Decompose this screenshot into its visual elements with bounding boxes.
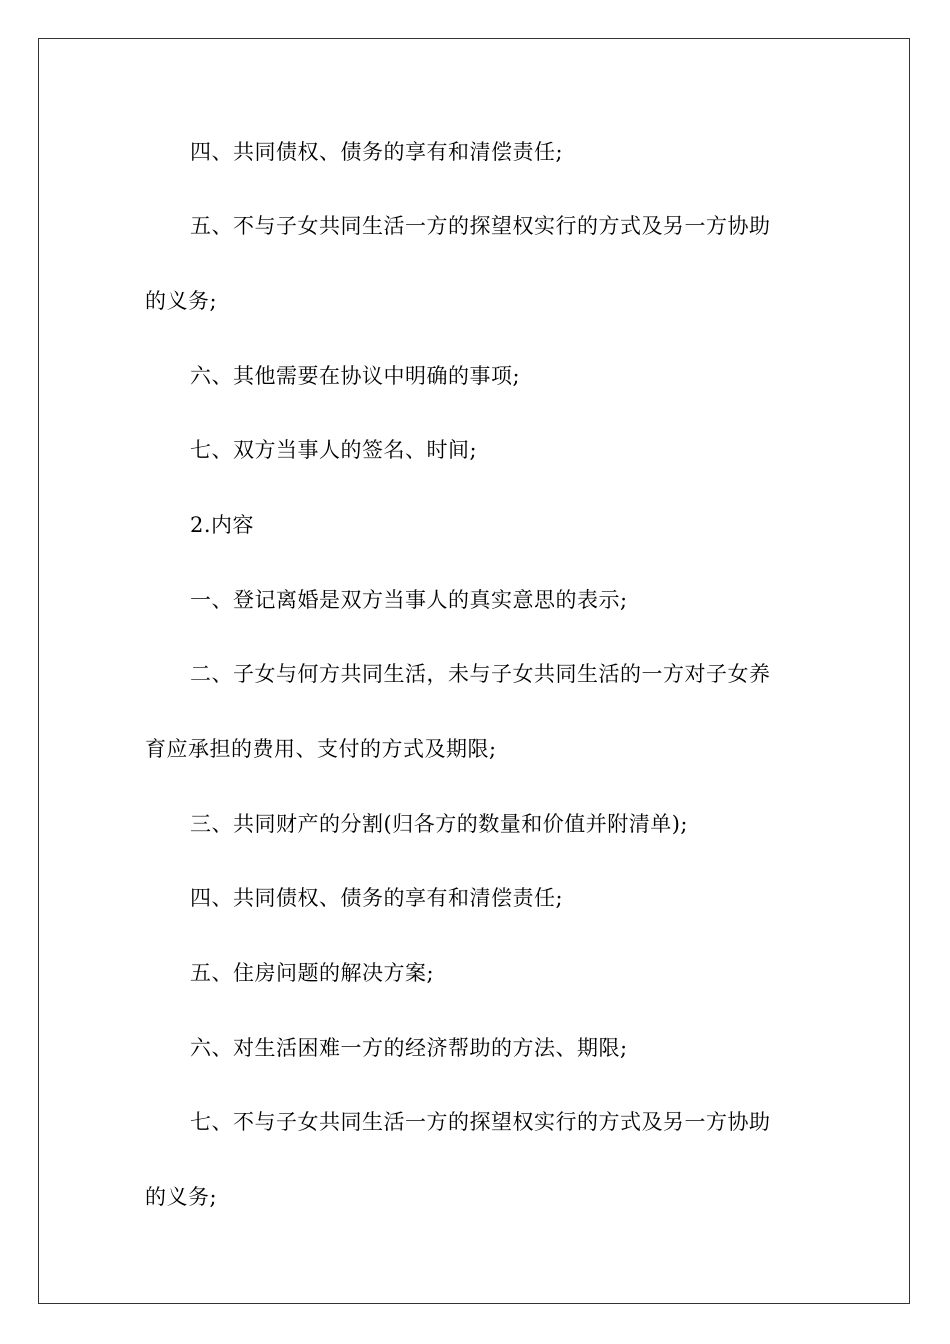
clause-line: 七、不与子女共同生活一方的探望权实行的方式及另一方协助 (190, 1110, 771, 1134)
clause-line: 五、不与子女共同生活一方的探望权实行的方式及另一方协助 (190, 214, 771, 238)
clause-continuation-line: 育应承担的费用、支付的方式及期限; (145, 737, 497, 761)
clause-continuation-line: 的义务; (145, 289, 218, 313)
clause-line: 一、登记离婚是双方当事人的真实意思的表示; (190, 588, 628, 612)
clause-line: 四、共同债权、债务的享有和清偿责任; (190, 886, 564, 910)
section-heading: 2.内容 (190, 513, 255, 537)
clause-line: 三、共同财产的分割(归各方的数量和价值并附清单); (190, 812, 688, 836)
clause-line: 六、其他需要在协议中明确的事项; (190, 364, 521, 388)
clause-line: 四、共同债权、债务的享有和清偿责任; (190, 140, 564, 164)
clause-line: 二、子女与何方共同生活，未与子女共同生活的一方对子女养 (190, 662, 771, 686)
clause-continuation-line: 的义务; (145, 1185, 218, 1209)
clause-line: 七、双方当事人的签名、时间; (190, 438, 478, 462)
clause-line: 五、住房问题的解决方案; (190, 961, 435, 985)
clause-line: 六、对生活困难一方的经济帮助的方法、期限; (190, 1036, 628, 1060)
